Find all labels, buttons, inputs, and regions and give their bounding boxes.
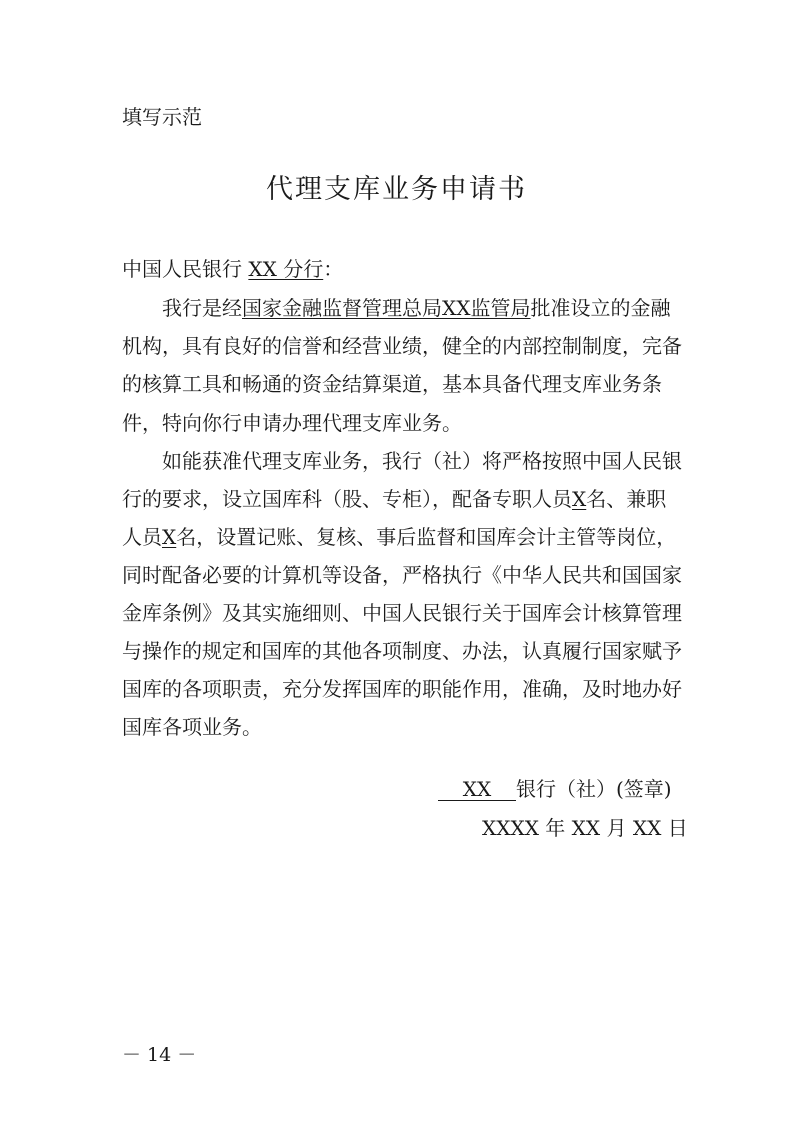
paragraph2-text: 名，设置记账、复核、事后监督和国库会计主管等岗位， xyxy=(176,525,677,549)
paragraph2-text: 人员 xyxy=(122,525,162,549)
approving-authority: 国家金融监督管理总局XX监管局 xyxy=(242,296,531,320)
paragraph2-line: 金库条例》及其实施细则、中国人民银行关于国库会计核算管理 xyxy=(122,601,682,625)
sample-label: 填写示范 xyxy=(122,105,202,129)
paragraph1-line: 的核算工具和畅通的资金结算渠道，基本具备代理支库业务条 xyxy=(122,372,662,396)
date-line: XXXX 年 XX 月 XX 日 xyxy=(482,816,688,840)
paragraph2-line: 国库各项业务。 xyxy=(122,715,262,739)
salutation-prefix: 中国人民银行 xyxy=(122,257,249,281)
paragraph1-line: 件，特向你行申请办理代理支库业务。 xyxy=(122,411,462,435)
paragraph2-line xyxy=(122,486,666,512)
paragraph2-line: 如能获准代理支库业务，我行（社）将严格按照中国人民银 xyxy=(162,449,682,473)
paragraph2-text: 行的要求，设立国库科（股、专柜），配备专职人员 xyxy=(122,487,572,511)
document-title: 代理支库业务申请书 xyxy=(266,174,527,205)
fulltime-staff-count: X xyxy=(572,487,587,511)
salutation-branch: XX 分行 xyxy=(248,257,324,281)
bank-name-blank: XX xyxy=(438,778,516,801)
signature-line xyxy=(438,776,672,802)
parttime-staff-count: X xyxy=(162,525,177,549)
paragraph2-line xyxy=(122,524,676,550)
salutation-suffix: ： xyxy=(323,257,344,281)
salutation xyxy=(122,256,343,282)
paragraph2-line: 同时配备必要的计算机等设备，严格执行《中华人民共和国国家 xyxy=(122,563,682,587)
page-number: － 14 － xyxy=(122,1044,197,1066)
paragraph1-line xyxy=(162,295,670,321)
paragraph2-line: 与操作的规定和国库的其他各项制度、办法，认真履行国家赋予 xyxy=(122,639,682,663)
paragraph2-text: 名、兼职 xyxy=(586,487,667,511)
signature-text: 银行（社）(签章) xyxy=(516,777,672,801)
paragraph2-line: 国库的各项职责，充分发挥国库的职能作用，准确，及时地办好 xyxy=(122,677,682,701)
paragraph1-line: 机构，具有良好的信誉和经营业绩，健全的内部控制制度，完备 xyxy=(122,334,682,358)
paragraph1-text: 我行是经 xyxy=(162,296,242,320)
paragraph1-text: 批准设立的金融 xyxy=(530,296,671,320)
